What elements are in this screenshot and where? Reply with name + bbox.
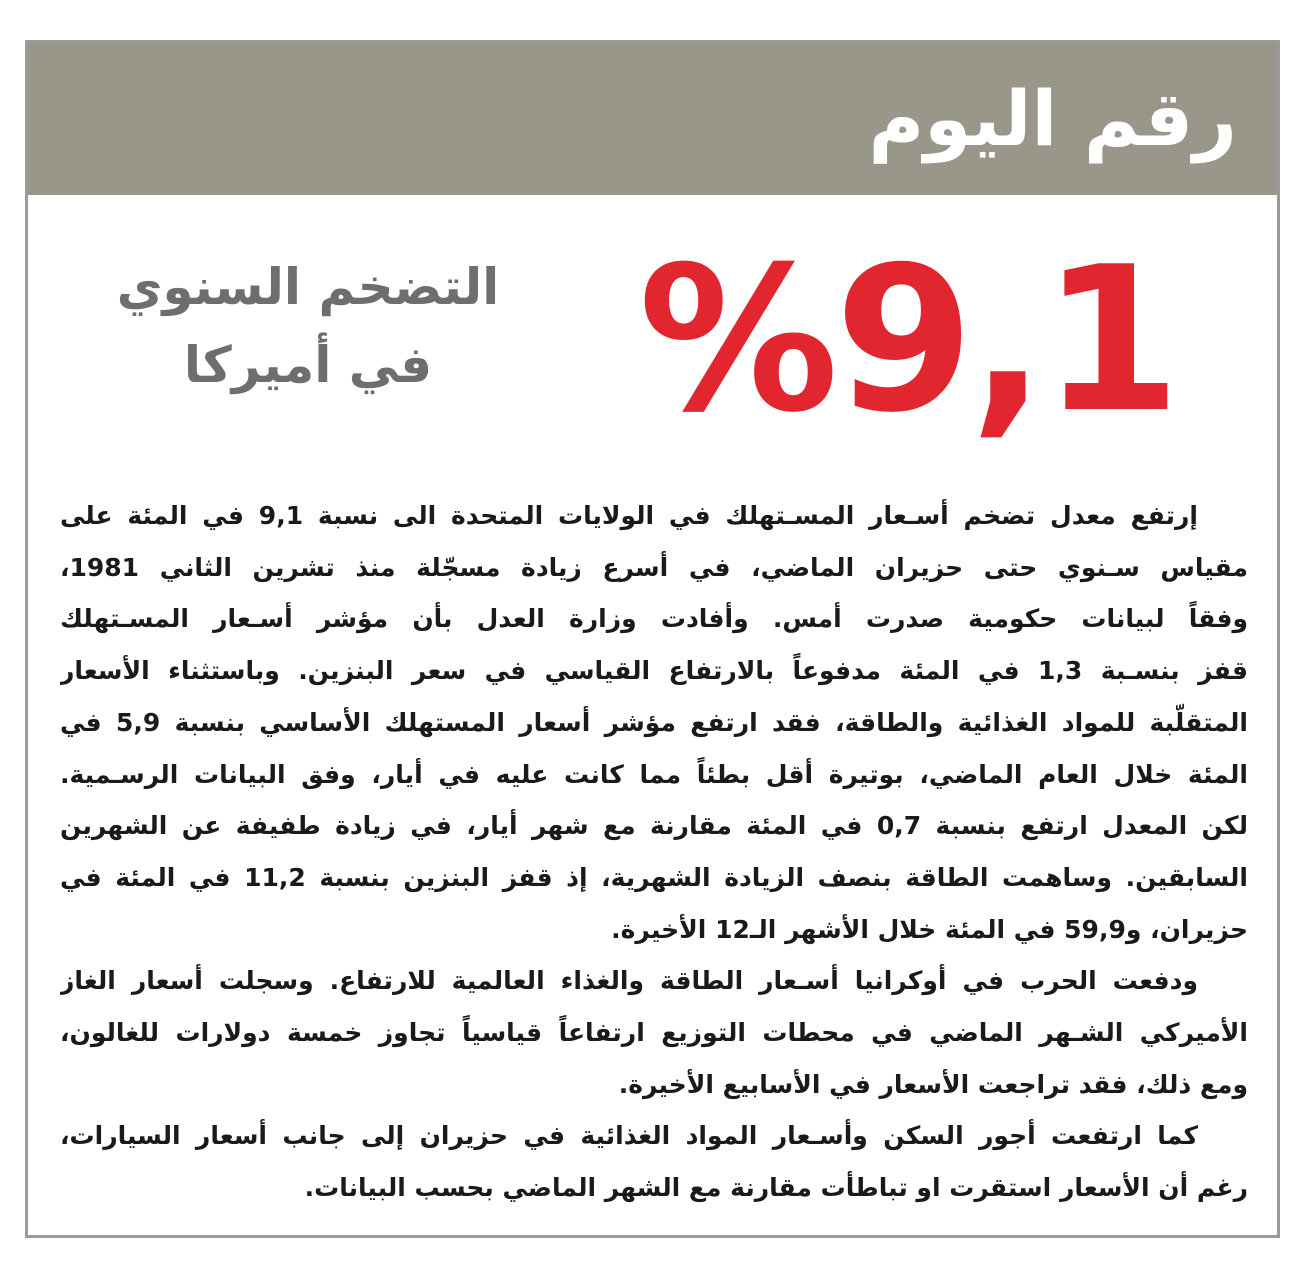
figure-subtitle (98, 248, 518, 404)
article-line: قفز بنسـبة 1,3 في المئة مدفوعاً بالارتفاع القياسي في سعر البنزين. وباستثناء الأسعار (60, 656, 1248, 686)
article-line: المئة خلال العام الماضي، بوتيرة أقل بطئاً مما كانت عليه في أيار، وفق البيانات الرسـمية. (60, 759, 1248, 789)
news-card (25, 40, 1280, 1238)
article-line: مقياس سـنوي حتى حزيران الماضي، في أسرع زيادة مسجّلة منذ تشرين الثاني 1981، (60, 552, 1248, 582)
subtitle-line-1: التضخم السنوي (116, 258, 500, 316)
article-line: المتقلّبة للمواد الغذائية والطاقة، فقد ارتفع مؤشر أسعار المستهلك الأساسي بنسبة 5,9 في (60, 707, 1248, 737)
article-line: وفقاً لبيانات حكومية صدرت أمس. وأفادت وزارة العدل بأن مؤشر أسـعار المسـتهلك (60, 604, 1248, 634)
article-line: رغم أن الأسعار استقرت او تباطأت مقارنة مع الشهر الماضي بحسب البيانات. (304, 1173, 1248, 1203)
subtitle-line-2: في أميركا (183, 336, 433, 394)
article-line: لكن المعدل ارتفع بنسبة 0,7 في المئة مقارنة مع شهر أيار، في زيادة طفيفة عن الشهرين (60, 811, 1248, 841)
article-line: كما ارتفعت أجور السكن وأسـعار المواد الغذائية في حزيران إلى جانب أسعار السيارات، (60, 1121, 1198, 1151)
article-line: ودفعت الحرب في أوكرانيا أسـعار الطاقة والغذاء العالمية للارتفاع. وسجلت أسعار الغاز (60, 966, 1198, 996)
article-line: ومع ذلك، فقد تراجعت الأسعار في الأسابيع الأخيرة. (618, 1069, 1248, 1099)
article-line: الأميركي الشـهر الماضي في محطات التوزيع ارتفاعاً قياسياً تجاوز خمسة دولارات للغالون، (60, 1018, 1248, 1048)
article-body (60, 490, 1248, 1214)
header-title: رقم اليوم (868, 74, 1237, 163)
header-banner (28, 43, 1277, 195)
headline-figure: %9,1 (638, 224, 1177, 457)
article-line: السابقين. وساهمت الطاقة بنصف الزيادة الشهرية، إذ قفز البنزين بنسبة 11,2 في المئة في (60, 862, 1248, 892)
article-line: إرتفع معدل تضخم أسـعار المسـتهلك في الولايات المتحدة الى نسبة 9,1 في المئة على (60, 501, 1198, 530)
article-line: حزيران، و59,9 في المئة خلال الأشهر الـ12 الأخيرة. (611, 914, 1248, 944)
